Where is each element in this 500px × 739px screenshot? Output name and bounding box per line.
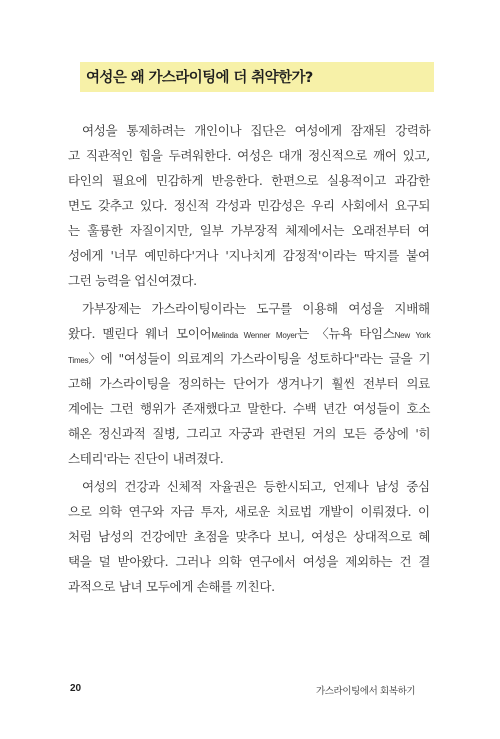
running-footer-title: 가스라이팅에서 회복하기	[316, 686, 416, 697]
body-line: 고 직관적인 힘을 두려워한다. 여성은 대개 정신적으로 깨어 있고,	[68, 148, 430, 163]
body-line: 으로 의학 연구와 자금 투자, 새로운 치료법 개발이 이뤄졌다. 이	[68, 504, 430, 519]
body-line: 과적으로 남녀 모두에게 손해를 끼친다.	[68, 579, 275, 594]
body-line: Times〉에 "여성들이 의료계의 가스라이팅을 성토하다"라는 글을 기	[68, 351, 431, 366]
body-line: 해온 정신과적 질병, 그리고 자궁과 관련된 거의 모든 증상에 '히	[68, 426, 431, 441]
body-line: 가부장제는 가스라이팅이라는 도구를 이용해 여성을 지배해	[82, 301, 430, 316]
body-line: 면도 갖추고 있다. 정신적 각성과 민감성은 우리 사회에서 요구되	[68, 198, 431, 213]
body-line: 그런 능력을 업신여겼다.	[68, 273, 197, 288]
body-line: 는 훌륭한 자질이지만, 일부 가부장적 체제에서는 오래전부터 여	[68, 223, 430, 238]
body-line: 계에는 그런 행위가 존재했다고 말한다. 수백 년간 여성들이 호소	[68, 401, 431, 416]
english-title-gloss: New York	[394, 331, 431, 340]
body-line: 성에게 '너무 예민하다'거나 '지나치게 감정적'이라는 딱지를 붙여	[68, 248, 430, 263]
body-line: 택을 덜 받아왔다. 그러나 의학 연구에서 여성을 제외하는 건 결	[68, 554, 431, 569]
page-number: 20	[70, 683, 82, 694]
english-title-gloss: Times	[68, 356, 89, 365]
body-line: 스테리'라는 진단이 내려졌다.	[68, 451, 224, 466]
english-name-gloss: Melinda Wenner Moyer	[211, 331, 298, 340]
body-line: 처럼 남성의 건강에만 초점을 맞추다 보니, 여성은 상대적으로 혜	[68, 529, 431, 544]
body-line: 여성의 건강과 신체적 자율권은 등한시되고, 언제나 남성 중심	[82, 479, 430, 494]
body-line: 여성을 통제하려는 개인이나 집단은 여성에게 잠재된 강력하	[82, 123, 431, 138]
section-heading: 여성은 왜 가스라이팅에 더 취약한가?	[86, 70, 313, 86]
body-line: 타인의 필요에 민감하게 반응한다. 한편으로 실용적이고 과감한	[68, 173, 430, 188]
body-line: 고해 가스라이팅을 정의하는 단어가 생겨나기 훨씬 전부터 의료	[68, 376, 430, 391]
body-line: 왔다. 멜린다 웨너 모이어Melinda Wenner Moyer는 〈뉴욕 타임스New York	[68, 326, 431, 341]
heading-highlight	[80, 62, 434, 92]
